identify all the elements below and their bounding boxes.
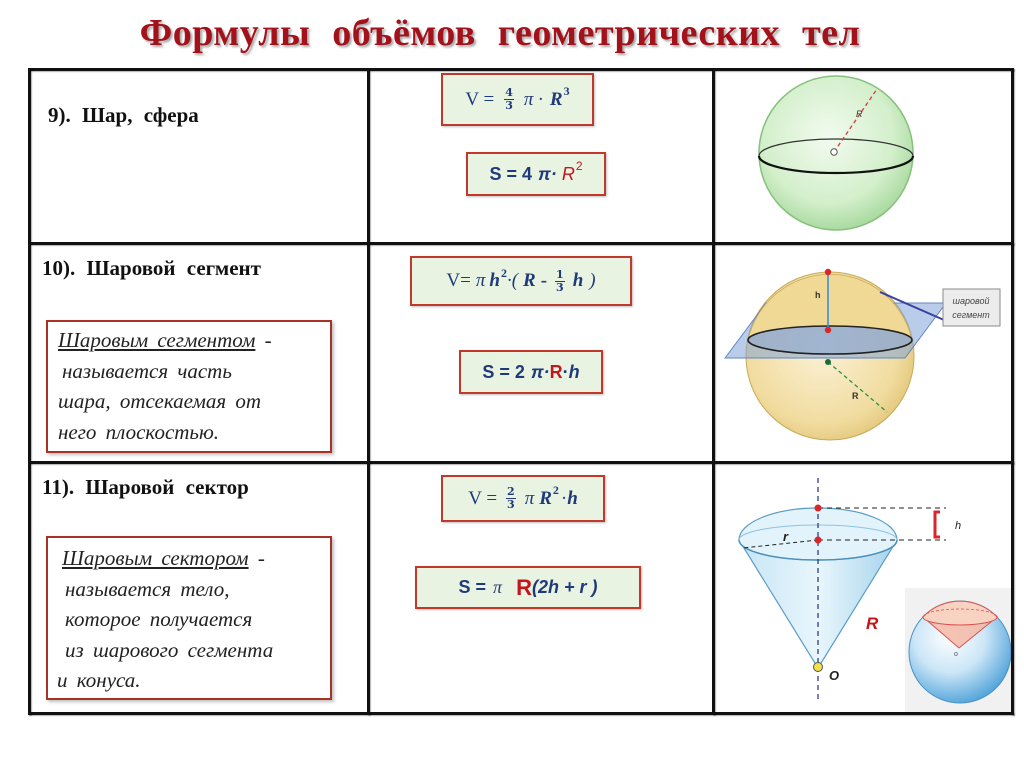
table-col-divider-1 (367, 68, 370, 715)
cut-center-point (825, 327, 831, 333)
segment-area-formula (459, 350, 603, 394)
fraction-denominator: 3 (505, 99, 513, 112)
sector-area-formula (415, 566, 641, 609)
table-col-divider-2 (712, 68, 715, 715)
table-row-divider-1 (28, 242, 1014, 245)
pi-symbol: π· (530, 361, 550, 382)
table-left-border (28, 68, 31, 715)
inset-sphere-figure (905, 588, 1012, 712)
height-bracket (935, 512, 940, 537)
dot-operator: · (562, 361, 569, 382)
exponent: 2 (500, 265, 507, 280)
definition-line: и конуса. (57, 668, 141, 692)
pi-symbol: π (493, 577, 503, 597)
definition-line: которое получается (65, 607, 253, 631)
segment-heading: 10). Шаровой сегмент (42, 256, 261, 280)
segment-radius-label: R (852, 391, 859, 401)
fraction-numerator: 1 (556, 267, 564, 281)
sector-radius-label: R (866, 614, 879, 633)
radius-symbol: R (561, 163, 575, 184)
formula-lhs: S = (458, 577, 487, 597)
definition-line (62, 543, 330, 574)
slide-title: Формулы объёмов геометрических тел (139, 12, 861, 54)
height-symbol: h (489, 270, 500, 291)
table-row-divider-2 (28, 461, 1014, 464)
formula-tail: (2h + r ) (531, 577, 598, 597)
table-right-border (1011, 68, 1014, 715)
fraction (555, 269, 565, 294)
cap-top-point (815, 505, 822, 512)
exponent: 3 (563, 84, 570, 98)
definition-line: шара, отсекаемая от (58, 389, 262, 413)
table-top-border (28, 68, 1014, 71)
inset-center-label: o (954, 651, 958, 658)
sphere-volume-formula (441, 73, 594, 126)
fraction-denominator: 3 (556, 280, 564, 294)
apex-label: O (829, 668, 840, 683)
apex-point (814, 663, 823, 672)
close-parenthesis: ) (589, 270, 596, 291)
radius-symbol: R (523, 270, 536, 291)
fraction-numerator: 4 (505, 86, 513, 99)
height-symbol: h (567, 487, 578, 509)
height-symbol: h (572, 270, 584, 291)
sector-heading: 11). Шаровой сектор (42, 475, 249, 499)
fraction-numerator: 2 (507, 485, 515, 498)
callout-box (943, 289, 1000, 326)
definition-dash: - (255, 328, 272, 352)
exponent: 2 (552, 483, 559, 497)
radius-symbol: R (549, 361, 563, 382)
segment-height-label: h (815, 290, 821, 300)
open-parenthesis: ·( (506, 270, 519, 291)
formula-lhs: V = (465, 88, 495, 110)
callout-line-1: шаровой (952, 296, 990, 306)
radius-symbol: R (549, 88, 563, 110)
radius-symbol: R (516, 574, 532, 600)
sphere-area-formula (466, 152, 606, 196)
formula-lhs: S = 2 (482, 361, 525, 382)
base-radius-label: r (783, 529, 789, 544)
sphere-figure (759, 76, 913, 230)
definition-line (58, 325, 330, 356)
table-bottom-border (28, 712, 1014, 715)
segment-figure (725, 269, 1000, 440)
segment-volume-formula (410, 256, 632, 306)
definition-line: него плоскостью. (58, 419, 220, 444)
formula-lhs: V= (446, 270, 471, 291)
height-symbol: h (568, 361, 580, 382)
base-center-point (815, 537, 822, 544)
radius-label: R (856, 109, 863, 119)
segment-definition (46, 320, 332, 453)
pi-symbol: π · (523, 88, 543, 110)
formula-lhs: S = 4 (489, 163, 533, 184)
cap-top-point (825, 269, 831, 275)
definition-dash: - (248, 546, 265, 570)
callout-line-2: сегмент (952, 310, 990, 320)
definition-term: Шаровым сектором (62, 546, 249, 570)
sector-volume-formula (441, 475, 605, 522)
fraction-denominator: 3 (507, 498, 515, 511)
pi-symbol: π (524, 487, 535, 509)
pi-symbol: π· (538, 163, 557, 184)
definition-line: называется тело, (65, 576, 230, 601)
exponent: 2 (575, 159, 583, 173)
center-point (831, 149, 837, 155)
pi-symbol: π (475, 270, 486, 291)
minus-sign: - (540, 270, 548, 291)
sector-height-label: h (955, 520, 962, 532)
definition-term: Шаровым сегментом (58, 328, 256, 352)
fraction (506, 486, 516, 511)
dot-operator: · (560, 487, 568, 509)
definition-line: называется часть (62, 358, 232, 383)
sector-definition (46, 536, 332, 700)
sphere-heading: 9). Шар, сфера (48, 103, 199, 127)
segment-center-point (825, 359, 831, 365)
radius-symbol: R (539, 487, 552, 509)
formula-lhs: V = (468, 487, 498, 509)
definition-line: из шарового сегмента (65, 637, 274, 662)
fraction (504, 87, 514, 112)
